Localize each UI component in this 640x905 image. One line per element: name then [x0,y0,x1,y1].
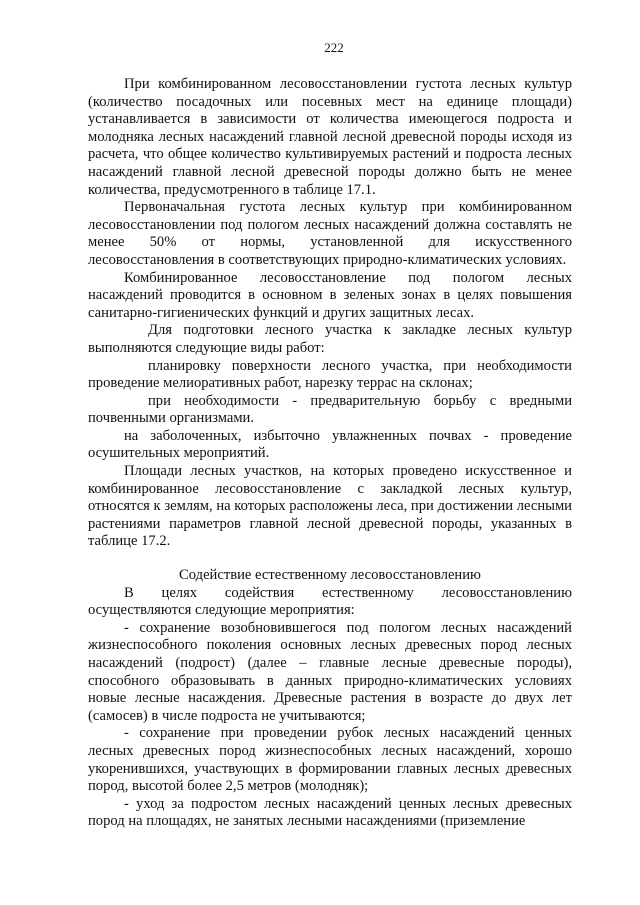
paragraph-green-zones: Комбинированное лесовосстановление под пологом лесных насаждений проводится в основном в зеленых зонах в целях повышения санитарно-гигиенических функций и других защитных лесах. [88,269,572,321]
list-item-young-growth: - сохранение при проведении рубок лесных насаждений ценных лесных древесных пород жизнеспособных лесных насаждений, хорошо укоренившихся, участвующих в формировании главных лесных древесных пород, высотой более 2,5 метров (молодняк); [88,725,572,795]
page-number: 222 [324,40,344,55]
list-item-pest-control: при необходимости - предварительную борьбу с вредными почвенными организмами. [88,392,572,427]
paragraph-measures-intro: В целях содействия естественному лесовосстановлению осуществляются следующие мероприятия: [88,584,572,619]
list-item-drainage: на заболоченных, избыточно увлажненных почвах - проведение осушительных мероприятий. [88,427,572,462]
list-item-planning: планировку поверхности лесного участка, при необходимости проведение мелиоративных работ, нарезку террас на склонах; [88,357,572,392]
paragraph-density: При комбинированном лесовосстановлении густота лесных культур (количество посадочных или посевных мест на единице площади) устанавливается в зависимости от количества имеющегося подроста и молодняка лесных насаждений главной лесной древесной породы исходя из расчета, что общее количество культивируемых растений и подроста лесных насаждений главной лесной древесной породы должно быть не менее количества, предусмотренного в таблице 17.1. [88,76,572,198]
list-item-undergrowth: - сохранение возобновившегося под пологом лесных насаждений жизнеспособного поколения основных лесных древесных пород лесных насаждений (подрост) (далее – главные лесные древесные породы), способного образовывать в данных природно-климатических условиях новые лесные насаждения. Древесные растения в возрасте до двух лет (самосев) в числе подроста не учитываются; [88,619,572,724]
list-item-care: - уход за подростом лесных насаждений ценных лесных древесных пород на площадях, не занятых лесными насаждениями (приземление [88,795,572,830]
paragraph-land-classification: Площади лесных участков, на которых проведено искусственное и комбинированное лесовосстановление с закладкой лесных культур, относятся к землям, на которых расположены леса, при достижении лесными растениями параметров главной лесной древесной породы, указанных в таблице 17.2. [88,463,572,550]
paragraph-preparation-works: Для подготовки лесного участка к закладке лесных культур выполняются следующие виды работ: [88,322,572,356]
section-heading: Содействие естественному лесовосстановлению [179,567,481,584]
paragraph-initial-density: Первоначальная густота лесных культур при комбинированном лесовосстановлении под пологом лесных насаждений должна составлять не менее 50% от нормы, установленной для искусственного лесовосстановления в соответствующих природно-климатических условиях. [88,199,572,268]
